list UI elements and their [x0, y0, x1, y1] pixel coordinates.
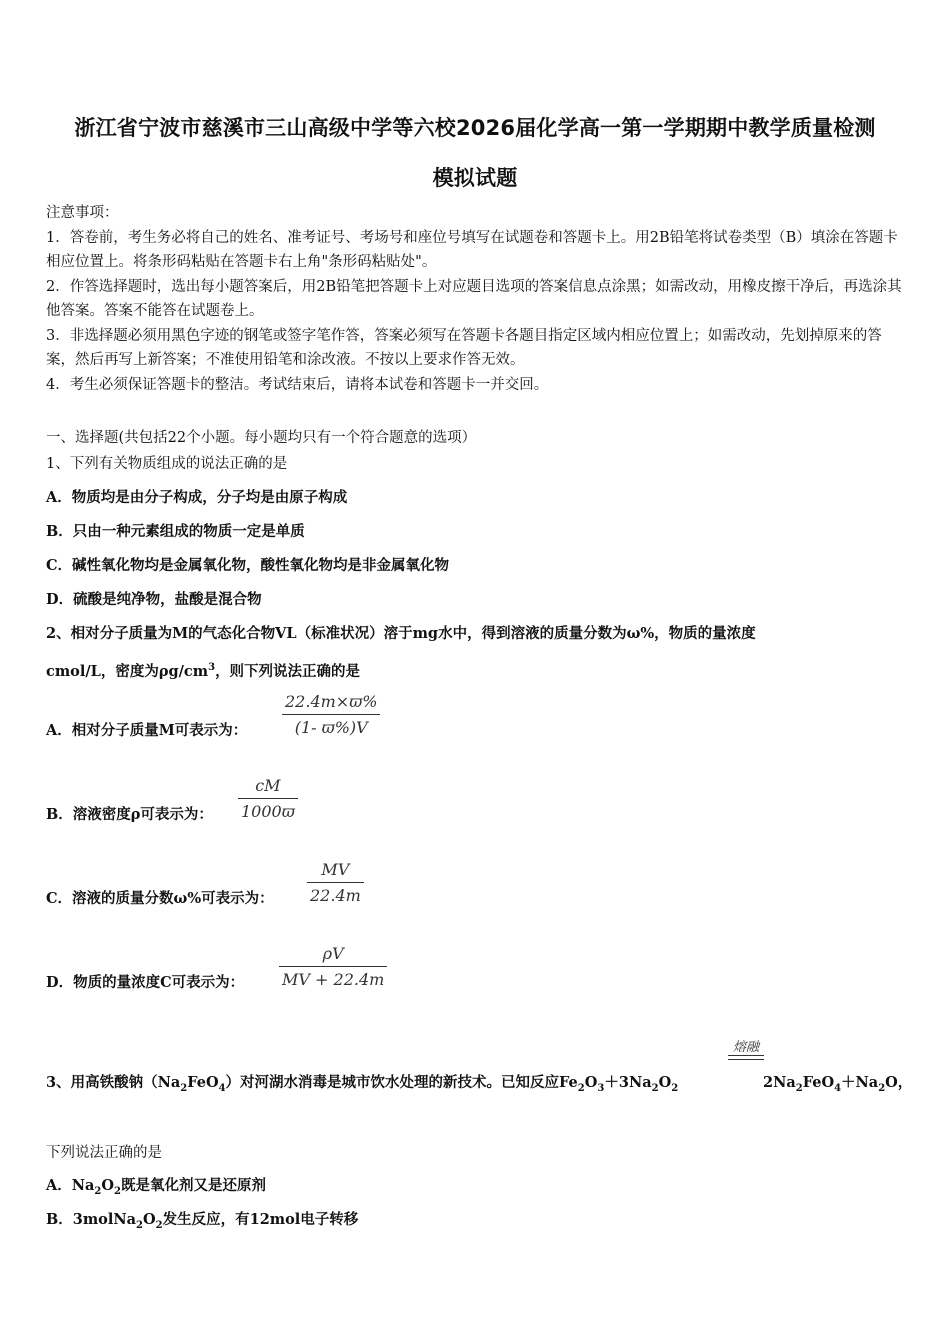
q3-option-a: A．$Na_2O_2$既是氧化剂又是还原剂 — [46, 1177, 266, 1197]
notice — [46, 201, 906, 397]
q2-stem-line-1: 2、相对分子质量为M的气态化合物VL（标准状况）溶于mg水中，得到溶液的质量分数为ω%，物质的量浓度 — [46, 625, 756, 642]
q3-products: $2Na_2FeO_4+Na_2O$， — [763, 1074, 913, 1094]
notice-header: 注意事项： — [46, 205, 119, 221]
q3-followup: 下列说法正确的是 — [46, 1145, 162, 1161]
q1-stem: 1、下列有关物质组成的说法正确的是 — [46, 456, 288, 472]
q2-option-a: A．相对分子质量M可表示为： — [46, 722, 248, 739]
q1-option-d: D．硫酸是纯净物，盐酸是混合物 — [46, 591, 262, 608]
q2-option-d-formula: ρV MV + 22.4m — [279, 944, 387, 989]
notice-item: 4．考生必须保证答题卡的整洁。考试结束后，请将本试卷和答题卡一并交回。 — [46, 376, 549, 393]
q2-option-a-formula: 22.4m×ϖ% (1- ϖ%)V — [282, 692, 380, 737]
reaction-condition: 熔融 — [728, 1036, 764, 1063]
q2-option-b-formula: cM 1000ϖ — [238, 776, 298, 821]
notice-item: 3．非选择题必须用黑色字迹的钢笔或签字笔作答，答案必须写在答题卡各题目指定区域内相应位置上；如需改动，先划掉原来的答案，然后再写上新答案；不准使用铅笔和涂改液。不按以上要求作答无效。 — [46, 327, 882, 368]
q1-option-c: C．碱性氧化物均是金属氧化物，酸性氧化物均是非金属氧化物 — [46, 557, 450, 574]
q2-option-c: C．溶液的质量分数ω%可表示为： — [46, 890, 274, 907]
title-line-1: 浙江省宁波市慈溪市三山高级中学等六校2026届化学高一第一学期期中教学质量检测 — [74, 116, 876, 140]
title-line-2: 模拟试题 — [432, 166, 518, 190]
section-heading: 一、选择题(共包括22个小题。每小题均只有一个符合题意的选项） — [46, 430, 477, 446]
q2-option-d: D．物质的量浓度C可表示为： — [46, 974, 245, 991]
q1-option-b: B．只由一种元素组成的物质一定是单质 — [46, 523, 305, 540]
q1-option-a: A．物质均是由分子构成，分子均是由原子构成 — [46, 489, 348, 506]
q3-option-b: B．$3molNa_2O_2$发生反应，有12mol电子转移 — [46, 1211, 359, 1231]
q2-option-c-formula: MV 22.4m — [307, 860, 364, 905]
q3-stem: 3、用高铁酸钠$(Na_2FeO_4)$对河湖水消毒是城市饮水处理的新技术。已知反应$Fe_2O_3+3Na_2O_2$ — [46, 1074, 679, 1094]
q2-stem-line-2: cmol/L，密度为$\rho g/cm^3$，则下列说法正确的是 — [46, 662, 361, 680]
q2-option-b: B．溶液密度ρ可表示为： — [46, 806, 213, 823]
notice-item: 1．答卷前，考生务必将自己的姓名、准考证号、考场号和座位号填写在试题卷和答题卡上。用2B铅笔将试卷类型（B）填涂在答题卡相应位置上。将条形码粘贴在答题卡右上角"条形码粘贴处"。 — [46, 229, 898, 270]
notice-item: 2．作答选择题时，选出每小题答案后，用2B铅笔把答题卡上对应题目选项的答案信息点涂黑；如需改动，用橡皮擦干净后，再选涂其他答案。答案不能答在试题卷上。 — [46, 278, 902, 319]
